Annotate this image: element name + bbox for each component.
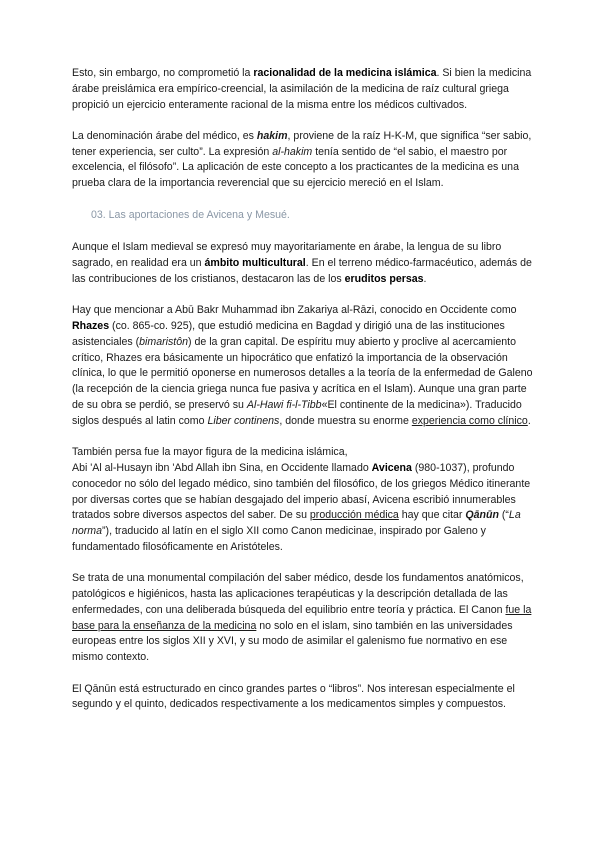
p4-text-a: Hay que mencionar a Abū Bakr Muhammad ibn Zakariya al-Rāzi, conocido en Occidente como <box>72 304 517 317</box>
document-page <box>72 66 534 729</box>
paragraph-compilacion <box>72 571 534 666</box>
p5-text-h: (“ <box>498 509 509 522</box>
p5-text-b: Abi 'Al al-Husayn ibn 'Abd Allah ibn Sina, en Occidente llamado <box>72 461 372 474</box>
p3-bold-eruditos: eruditos persas <box>344 272 424 285</box>
p2-term-al-hakim: al-hakim <box>272 145 313 158</box>
p7-text-a: El Qānūn está estructurado en cinco grandes partes o “libros”. Nos interesan especialmente el segundo y el quinto, dedicados respectivamente a los medicamentos simples y compuestos. <box>72 682 515 711</box>
paragraph-avicena <box>72 445 534 556</box>
p5-term-qanun: Qānūn <box>465 509 499 522</box>
p3-text-c: . En el terreno médico-farmacéutico, además de las contribuciones de los cristianos, destacaron las de los <box>72 257 532 285</box>
p4-text-c: (co. 865-co. 925), que estudió medicina en Bagdad y dirigió una de las instituciones asistenciales ( <box>72 320 505 348</box>
p5-text-d: (980-1037), profundo conocedor no sólo del legado médico, sino también del filosófico, de los griegos Médico itinerante por diversas cortes que se habían desgajado del imperio abasí, Avicena escribió innumerables tratados sobre diversos aspectos del saber. De su <box>72 461 531 522</box>
paragraph-racionalidad <box>72 66 534 113</box>
p2-text-a: La denominación árabe del médico, es <box>72 129 257 142</box>
p5-text-f: hay que citar <box>398 509 466 522</box>
p4-term-bimariston: bimaristôn <box>139 335 188 348</box>
paragraph-multicultural <box>72 240 534 287</box>
p5-term-la-norma: La norma <box>72 509 521 538</box>
p3-text-e: . <box>423 272 427 285</box>
p2-text-c: , proviene de la raíz H-K-M, que significa “ser sabio, tener experiencia, ser culto”. La expresión <box>72 129 532 158</box>
p5-text-j: ”), traducido al latín en el siglo XII como Canon medicinae, inspirado por Galeno y fundamentado filosóficamente en Aristóteles. <box>72 525 486 553</box>
paragraph-qanun-estructura <box>72 682 534 714</box>
p4-text-k: . <box>527 414 531 427</box>
p2-text-e: tenía sentido de “el sabio, el maestro por excelencia, el filósofo”. La aplicación de este concepto a los practicantes de la medicina es una prueba clara de la importancia reverencial que su ejercicio mereció en el Islam. <box>72 145 519 190</box>
p1-text-a: Esto, sin embargo, no comprometió la <box>72 67 254 79</box>
p4-text-g: «El continente de la medicina»). Traducido siglos después al latin como <box>72 399 522 427</box>
p6-text-a: Se trata de una monumental compilación del saber médico, desde los fundamentos anatómicos, patológicos e higiénicos, hasta las aplicaciones terapéuticas y la descripción detallada de las enfermedades, con una deliberada búsqueda del equilibrio entre teoría y práctica. El Canon <box>72 572 524 616</box>
p3-bold-ambito: ámbito multicultural <box>204 257 306 270</box>
p1-bold-racionalidad: racionalidad de la medicina islámica <box>253 67 437 79</box>
p5-bold-avicena: Avicena <box>371 461 412 474</box>
p6-underline-base: fue la base para la enseñanza de la medicina <box>72 603 532 632</box>
p1-text-c: . Si bien la medicina árabe preislámica era empírico-creencial, la asimilación de la medicina de raíz cultural griega propició un ejercicio enteramente racional de la misma entre los médicos cultivados. <box>72 67 532 111</box>
p4-title-liber: Liber continens <box>207 414 280 427</box>
p5-text-a: También persa fue la mayor figura de la medicina islámica, <box>72 446 348 459</box>
paragraph-rhazes <box>72 303 534 429</box>
p3-text-a: Aunque el Islam medieval se expresó muy mayoritariamente en árabe, la lengua de su libro sagrado, en realidad era un <box>72 241 502 270</box>
paragraph-hakim <box>72 129 534 192</box>
p4-text-i: , donde muestra su enorme <box>279 414 412 427</box>
p6-text-c: no solo en el islam, sino también en las universidades europeas entre los siglos XII y XVI, y su modo de asimilar el galenismo fue normativo en ese mismo contexto. <box>72 619 513 664</box>
p4-bold-rhazes: Rhazes <box>72 320 110 333</box>
section-heading: 03. Las aportaciones de Avicena y Mesué. <box>91 208 290 221</box>
p4-text-e: ) de la gran capital. De espíritu muy abierto y proclive al acercamiento crítico, Rhazes era básicamente un hipocrático que enfatizó la importancia de la observación clínica, lo que le permitió oponerse en numerosos detalles a la teoría de la enfermedad de Galeno (la recepción de la ciencia griega nunca fue pasiva y acrítica en el Islam). Aunque una gran parte de su obra se perdió, se preservó su <box>72 335 533 412</box>
p4-underline-experiencia: experiencia como clínico <box>411 414 528 427</box>
p4-title-al-hawi: Al-Hawi fi-l-Tibb <box>246 399 322 412</box>
p2-term-hakim: hakim <box>256 129 288 142</box>
p5-underline-produccion: producción médica <box>309 509 399 522</box>
